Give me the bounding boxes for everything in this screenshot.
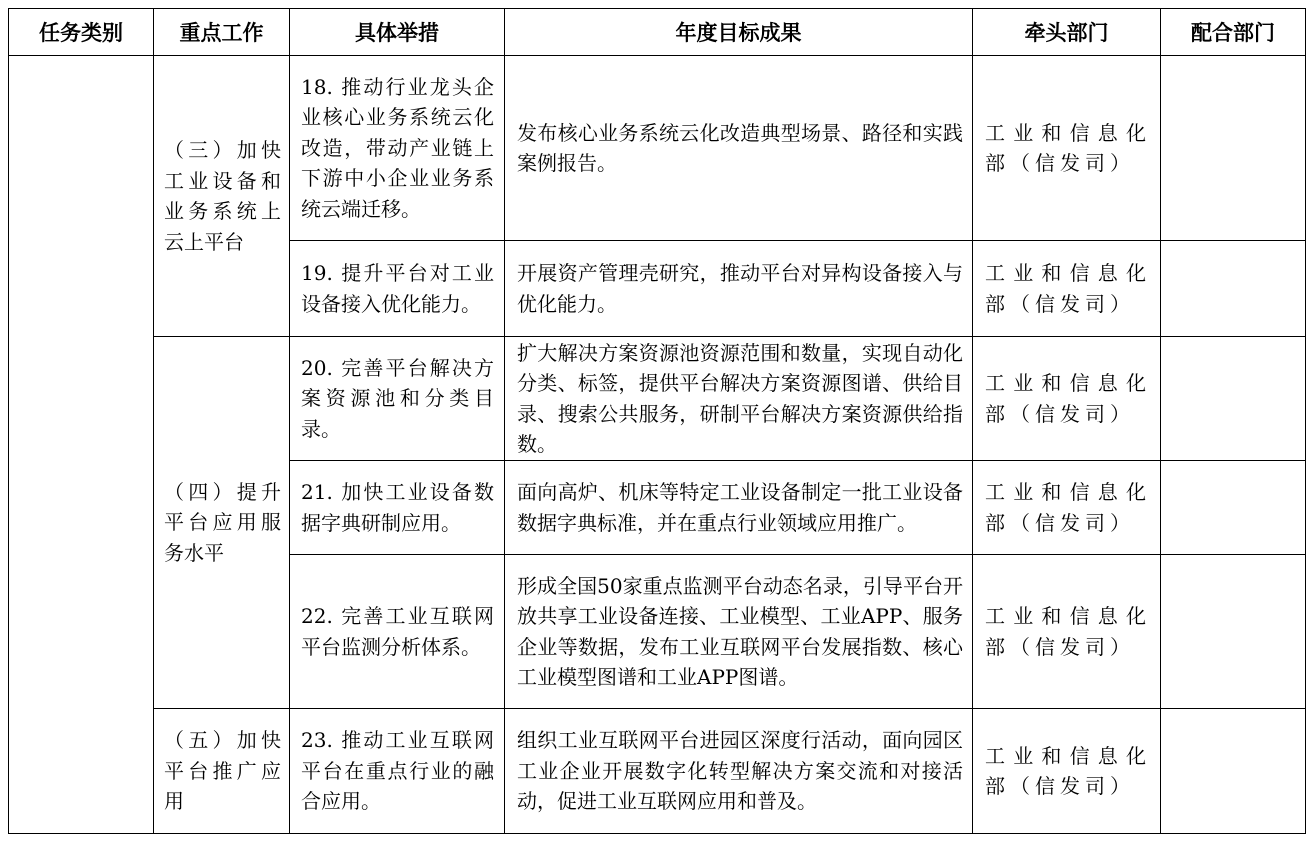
header-measures: 具体举措 <box>290 9 505 56</box>
support-dept-cell <box>1161 555 1306 709</box>
header-task-category: 任务类别 <box>9 9 154 56</box>
header-key-work: 重点工作 <box>154 9 290 56</box>
lead-dept-cell: 工业和信息化部（信发司） <box>973 555 1161 709</box>
goal-cell: 开展资产管理壳研究，推动平台对异构设备接入与优化能力。 <box>505 241 973 337</box>
task-table <box>8 8 1306 834</box>
lead-dept-cell: 工业和信息化部（信发司） <box>973 337 1161 461</box>
measure-cell: 18. 推动行业龙头企业核心业务系统云化改造，带动产业链上下游中小企业业务系统云端迁移。 <box>290 56 505 241</box>
header-annual-goals: 年度目标成果 <box>505 9 973 56</box>
lead-dept-cell: 工业和信息化部（信发司） <box>973 461 1161 555</box>
support-dept-cell <box>1161 337 1306 461</box>
measure-cell: 20. 完善平台解决方案资源池和分类目录。 <box>290 337 505 461</box>
key-work-cell: （五）加快平台推广应用 <box>154 709 290 834</box>
measure-cell: 21. 加快工业设备数据字典研制应用。 <box>290 461 505 555</box>
key-work-cell: （四）提升平台应用服务水平 <box>154 337 290 709</box>
table-row <box>9 337 1306 461</box>
goal-cell: 组织工业互联网平台进园区深度行活动，面向园区工业企业开展数字化转型解决方案交流和对接活动，促进工业互联网应用和普及。 <box>505 709 973 834</box>
lead-dept-cell: 工业和信息化部（信发司） <box>973 241 1161 337</box>
table-row <box>9 56 1306 241</box>
goal-cell: 发布核心业务系统云化改造典型场景、路径和实践案例报告。 <box>505 56 973 241</box>
goal-cell: 面向高炉、机床等特定工业设备制定一批工业设备数据字典标准，并在重点行业领域应用推广。 <box>505 461 973 555</box>
measure-cell: 19. 提升平台对工业设备接入优化能力。 <box>290 241 505 337</box>
support-dept-cell <box>1161 241 1306 337</box>
key-work-cell: （三）加快工业设备和业务系统上云上平台 <box>154 56 290 337</box>
table-row <box>9 709 1306 834</box>
measure-cell: 22. 完善工业互联网平台监测分析体系。 <box>290 555 505 709</box>
header-support-dept: 配合部门 <box>1161 9 1306 56</box>
goal-cell: 扩大解决方案资源池资源范围和数量，实现自动化分类、标签，提供平台解决方案资源图谱、供给目录、搜索公共服务，研制平台解决方案资源供给指数。 <box>505 337 973 461</box>
task-category-cell <box>9 56 154 834</box>
goal-cell: 形成全国50家重点监测平台动态名录，引导平台开放共享工业设备连接、工业模型、工业APP、服务企业等数据，发布工业互联网平台发展指数、核心工业模型图谱和工业APP图谱。 <box>505 555 973 709</box>
support-dept-cell <box>1161 709 1306 834</box>
lead-dept-cell: 工业和信息化部（信发司） <box>973 709 1161 834</box>
lead-dept-cell: 工业和信息化部（信发司） <box>973 56 1161 241</box>
measure-cell: 23. 推动工业互联网平台在重点行业的融合应用。 <box>290 709 505 834</box>
support-dept-cell <box>1161 56 1306 241</box>
table-header-row <box>9 9 1306 56</box>
support-dept-cell <box>1161 461 1306 555</box>
header-lead-dept: 牵头部门 <box>973 9 1161 56</box>
